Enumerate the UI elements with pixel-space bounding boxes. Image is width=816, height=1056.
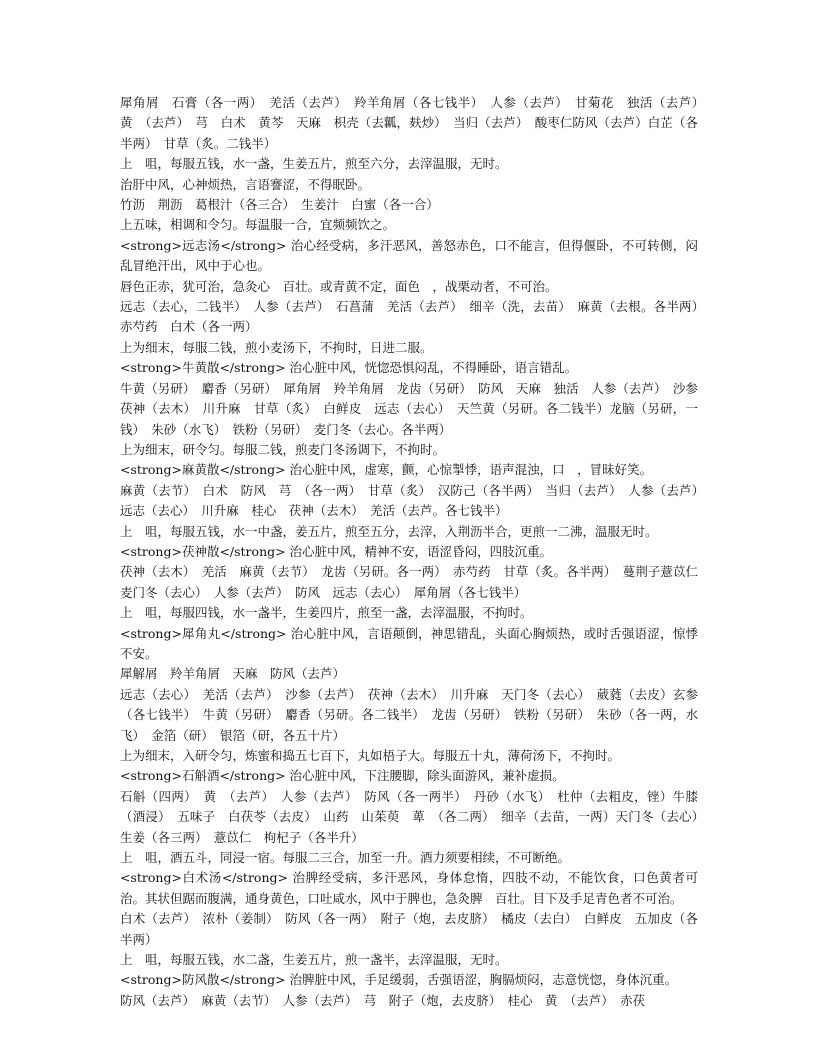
text-line: <strong>牛黄散</strong> 治心脏中风，恍惚恐惧闷乱，不得睡卧，语言错乱。 — [120, 360, 578, 376]
text-line: 远志（去心，二钱半） 人参（去芦） 石菖蒲 羌活（去芦） 细辛（洗，去苗） 麻黄（去根。各半两） 赤芍药 白术（各一两） — [120, 299, 711, 335]
text-line: <strong>麻黄散</strong> 治心脏中风，虚寒，颤，心惊掣悸，语声混浊，口 ，冒昧好笑。 — [120, 462, 653, 478]
text-line: 上为细末，入研令匀，炼蜜和捣五七百下，丸如梧子大。每服五十丸，薄荷汤下，不拘时。 — [120, 748, 621, 763]
text-line: 上五味，相调和令匀。每温服一合，宜频频饮之。 — [120, 217, 396, 233]
document-page — [120, 93, 711, 1011]
text-line: 上 咀，每服五钱，水二盏，生姜五片，煎一盏半，去滓温服，无时。 — [120, 952, 508, 968]
text-line: 犀角屑 石膏（各一两） 羌活（去芦） 羚羊角屑（各七钱半） 人参（去芦） 甘菊花 独活（去芦） 黄 （去芦） 芎 白术 黄芩 天麻 枳壳（去瓤，麸炒） 当归（去芦） 酸枣仁防风（去芦）白芷（各半两） 甘草（炙。二钱半） — [120, 95, 711, 151]
text-line: 竹沥 荆沥 葛根汁（各三合） 生姜汁 白蜜（各一合） — [120, 197, 439, 213]
text-line: 上为细末，研令匀。每服二钱，煎麦门冬汤调下，不拘时。 — [120, 441, 446, 457]
text-line: 牛黄（另研） 麝香（另研） 犀角屑 羚羊角屑 龙齿（另研） 防风 天麻 独活 人参（去芦） 沙参 茯神（去木） 川升麻 甘草（炙） 白鲜皮 远志（去心） 天竺黄（另研。各二钱半）龙脑（另研，一钱） 朱砂（水飞） 铁粉（另研） 麦门冬（去心。各半两） — [120, 380, 711, 437]
text-line: <strong>犀角丸</strong> 治心脏中风，言语颠倒，神思错乱，头面心胸烦热，或时舌强语涩，惊悸不安。 — [120, 625, 698, 661]
text-line: 远志（去心） 羌活（去芦） 沙参（去芦） 茯神（去木） 川升麻 天门冬（去心） 葳蕤（去皮）玄参（各七钱半） 牛黄（另研） 麝香（另研。各二钱半） 龙齿（另研） 铁粉（另研） 朱砂（各一两，水飞） 金箔（研） 银箔（研，各五十片） — [120, 686, 698, 743]
text-line: 上为细末，每服二钱，煎小麦汤下，不拘时，日进二服。 — [120, 339, 433, 355]
text-line: 犀解屑 羚羊角屑 天麻 防风（去芦） — [120, 666, 346, 682]
text-line: 石斛（四两） 黄 （去芦） 人参（去芦） 防风（各一两半） 丹砂（水飞） 杜仲（去粗皮，锉）牛膝（酒浸） 五味子 白茯苓（去皮） 山药 山茱萸 萆 （各二两） 细辛（去苗，一两）天门冬（去心） 生姜（各三两） 薏苡仁 枸杞子（各半升） — [120, 788, 711, 845]
text-line: <strong>茯神散</strong> 治心脏中风，精神不安，语涩昏闷，四肢沉重。 — [120, 543, 553, 559]
text-line: 白术（去芦） 浓朴（姜制） 防风（各一两） 附子（炮，去皮脐） 橘皮（去白） 白鲜皮 五加皮（各半两） — [120, 911, 698, 947]
text-line: <strong>防风散</strong> 治脾脏中风，手足缓弱，舌强语涩，胸膈烦闷，志意恍惚，身体沉重。 — [120, 972, 678, 988]
text-line: <strong>石斛酒</strong> 治心脏中风，下注腰脚，除头面游风，兼补虚损。 — [120, 768, 565, 784]
text-line: 上 咀，每服五钱，水一中盏，姜五片，煎至五分，去滓，入荆沥半合，更煎一二沸，温服无时。 — [120, 523, 658, 539]
text-line: <strong>远志汤</strong> 治心经受病，多汗恶风，善怒赤色，口不能言，但得偃卧，不可转侧，闷乱冒绝汗出，风中于心也。 — [120, 237, 698, 274]
text-line: <strong>白术汤</strong> 治脾经受病，多汗恶风，身体怠惰，四肢不动，不能饮食，口色黄者可治。其状但踞而腹满，通身黄色，口吐咸水，风中于脾也，急灸脾 百壮。目下及手足青色者不可治。 — [120, 870, 698, 906]
text-line: 治肝中风，心神烦热，言语謇涩，不得眠卧。 — [120, 176, 371, 192]
text-line: 上 咀，酒五斗，同浸一宿。每服二三合，加至一升。酒力须要相续，不可断绝。 — [120, 850, 571, 866]
text-line: 唇色正赤，犹可治，急灸心 百壮。或青黄不定，面色 ，战栗动者，不可治。 — [120, 278, 558, 294]
text-line: 麻黄（去节） 白术 防风 芎 （各一两） 甘草（炙） 汉防己（各半两） 当归（去芦） 人参（去芦） 远志（去心） 川升麻 桂心 茯神（去木） 羌活（去芦。各七钱半） — [120, 482, 711, 519]
text-line: 茯神（去木） 羌活 麻黄（去节） 龙齿（另研。各一两） 赤芍药 甘草（炙。各半两） 蔓荆子薏苡仁 麦门冬（去心） 人参（去芦） 防风 远志（去心） 犀角屑（各七钱半） — [120, 564, 711, 600]
text-line: 防风（去芦） 麻黄（去节） 人参（去芦） 芎 附子（炮，去皮脐） 桂心 黄 （去芦） 赤茯 — [120, 992, 646, 1008]
text-line: 上 咀，每服五钱，水一盏，生姜五片，煎至六分，去滓温服，无时。 — [120, 156, 508, 172]
text-line: 上 咀，每服四钱，水一盏半，生姜四片，煎至一盏，去滓温服，不拘时。 — [120, 605, 533, 621]
